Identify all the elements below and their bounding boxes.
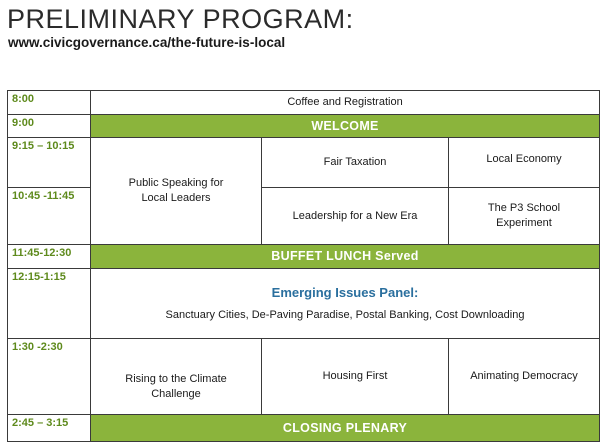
climate-challenge-session	[90, 338, 262, 415]
leadership-session	[261, 187, 449, 245]
closing-plenary-banner	[90, 414, 600, 442]
time-cell-8-00: 8:00	[7, 90, 91, 115]
time-cell-11-45: 11:45-12:30	[7, 244, 91, 269]
public-speaking-session	[90, 137, 262, 245]
fair-taxation-text: Fair Taxation	[323, 156, 387, 169]
panel-topics: Sanctuary Cities, De-Paving Paradise, Postal Banking, Cost Downloading	[165, 308, 525, 321]
climate-challenge-text: Rising to the Climate Challenge	[125, 373, 227, 401]
animating-democracy-text: Animating Democracy	[470, 370, 578, 383]
time-cell-2-45: 2:45 – 3:15	[7, 414, 91, 442]
animating-democracy-session	[448, 338, 600, 415]
panel-title: Emerging Issues Panel:	[271, 285, 419, 301]
time-cell-9-15: 9:15 – 10:15	[7, 137, 91, 188]
buffet-lunch-banner	[90, 244, 600, 269]
p3-school-text: The P3 School Experiment	[487, 202, 561, 229]
local-economy-session	[448, 137, 600, 188]
leadership-text: Leadership for a New Era	[292, 209, 418, 222]
closing-plenary-text: CLOSING PLENARY	[282, 420, 408, 435]
public-speaking-text: Public Speaking for Local Leaders	[128, 177, 224, 204]
p3-school-session	[448, 187, 600, 245]
fair-taxation-session	[261, 137, 449, 188]
coffee-registration-text: Coffee and Registration	[287, 96, 403, 109]
coffee-registration-cell	[90, 90, 600, 115]
time-cell-1-30: 1:30 -2:30	[7, 338, 91, 415]
program-url: www.civicgovernance.ca/the-future-is-local	[8, 35, 286, 50]
emerging-issues-panel	[90, 268, 600, 339]
housing-first-text: Housing First	[322, 370, 388, 383]
page-title: PRELIMINARY PROGRAM:	[7, 4, 354, 34]
local-economy-text: Local Economy	[486, 153, 562, 165]
welcome-text: WELCOME	[311, 118, 379, 133]
time-cell-12-15: 12:15-1:15	[7, 268, 91, 339]
welcome-banner	[90, 114, 600, 138]
buffet-lunch-text: BUFFET LUNCH Served	[271, 249, 419, 264]
time-cell-10-45: 10:45 -11:45	[7, 187, 91, 245]
time-cell-9-00: 9:00	[7, 114, 91, 138]
housing-first-session	[261, 338, 449, 415]
